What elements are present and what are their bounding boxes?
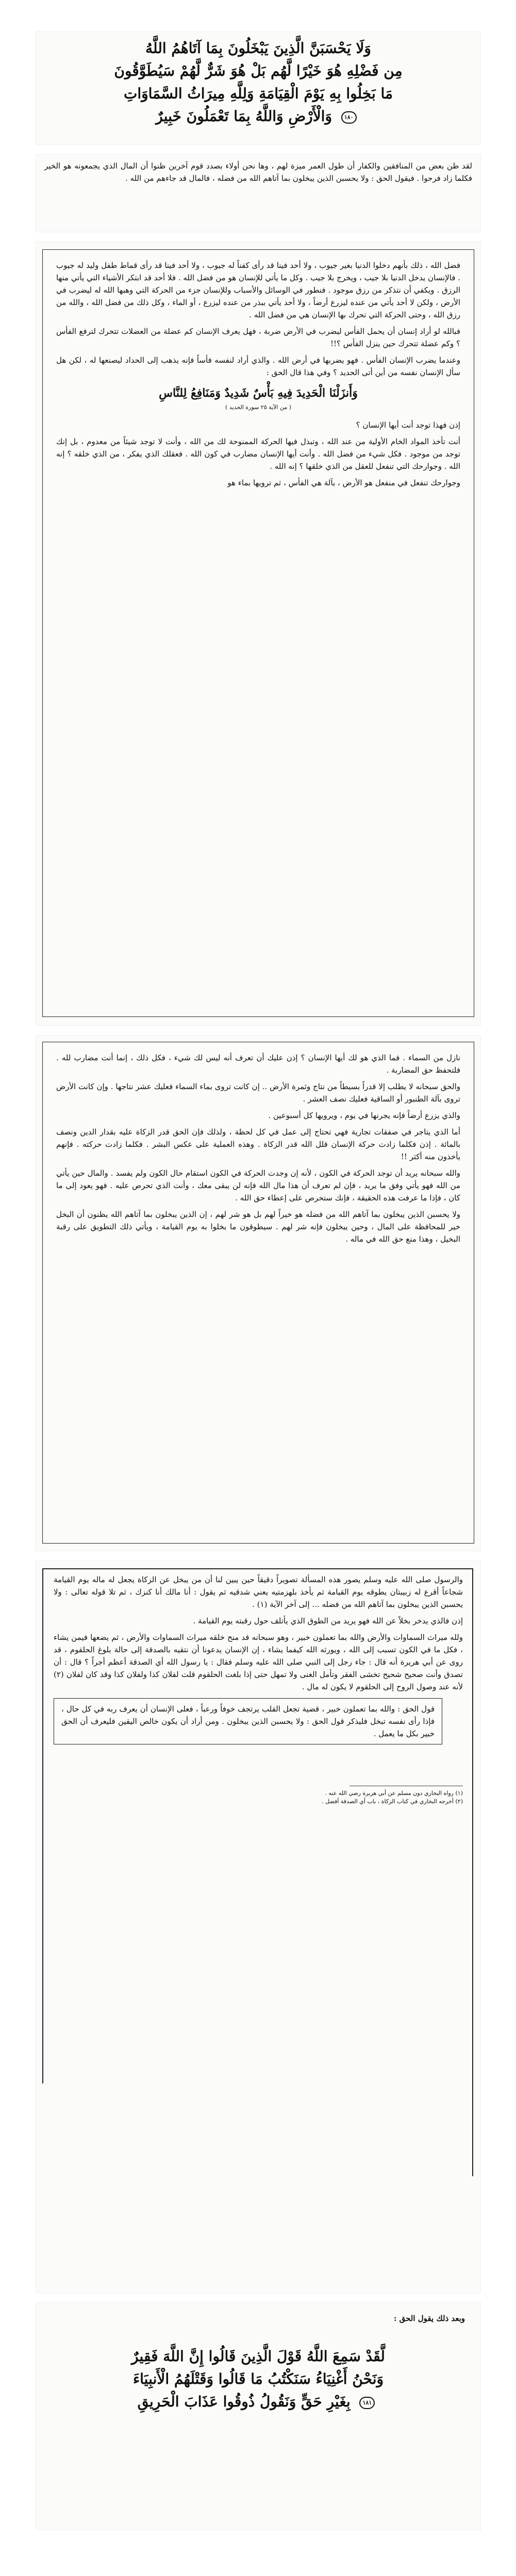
top-banner-scan — [36, 32, 480, 144]
page-2-paragraph-2: فبالله لو أراد إنسان أن يحمل الفأس ليضرب في الأرض ضربة ، فهل يعرف الإنسان كم عضلة من العضلات تتحرك لترفع الفأس ؟ وكم عضلة تتحرك حين ينزل الفأس ؟!! — [56, 327, 460, 348]
page-3-scan — [36, 1036, 480, 1551]
page-2-paragraph-4: إذن فهذا توجد أنت أيها الإنسان ؟ — [356, 420, 460, 430]
page-4-paragraph-1: والرسول صلى الله عليه وسلم يصور هذه المسألة تصويراً دقيقاً حين يبين لنا أن من يبخل عن الزكاة يجعل له ماله يوم القيامة شجاعاً أقرع له زبيبتان يطوقه يوم القيامة ثم يأخذ بلهزمتيه يعني شدقيه ثم يقول : أنا مالك أنا كنزك ، ثم تلا قوله تعالى : ولا يحسبن الذين يبخلون بما آتاهم الله من فضله ... إلى آخر الآية (١) . — [54, 1575, 463, 1609]
page-4-scan — [36, 1561, 480, 2293]
intro-scan — [36, 155, 480, 232]
page-3-paragraph-3: والذي يزرع أرضاً فإنه يجرنها في يوم ، ويرويها كل أسبوعين . — [268, 1111, 460, 1120]
hadid-verse-reference: ( من الآية ٢٥ سورة الحديد ) — [225, 404, 292, 411]
page-3-paragraph-2: والحق سبحانه لا يطلب إلا قدراً بسيطاً من نتاج وثمرة الأرض .. إن كانت تروى بماء السماء فعليك عشر نتاجها . وإن كانت الأرض تروى بآلة الطنبور أو الساقية فعليك نصف العشر . — [56, 1082, 460, 1104]
banner-verse-line-3: مَا بَخِلُوا بِهِ يَوْمَ الْقِيَامَةِ وَلِلَّهِ مِيرَاثُ السَّمَاوَاتِ — [123, 85, 393, 102]
banner-verse-line-4 — [48, 105, 468, 128]
page-3-paragraph-5: والله سبحانه يريد أن توجد الحركة في الكون ، لأنه إن وجدت الحركة في الكون استقام حال الكون ولم يفسد . والمال حين يأتي من الله فهو يأتي وفق ما يريد ، فإن لم تعرف أن هذا مال الله فإنه لن يبقى معك ، وأنت الذي تحرص عليه . فهو يعود إلى ما كان ، فإذا ما عرفت هذه الحقيقة ، فإنك ستحرص على إعطاء حق الله . — [56, 1168, 460, 1202]
banner-verse-line-2: مِن فَضْلِهِ هُوَ خَيْرًا لَّهُم بَلْ هُوَ شَرٌّ لَّهُمْ سَيُطَوَّقُونَ — [114, 62, 403, 79]
closing-verse-line-2: وَنَحْنُ أَغْنِيَاءُ سَنَكْتُبُ مَا قَالُوا وَقَتْلَهُمُ الْأَنبِيَاءَ — [132, 2370, 384, 2387]
frame-left-line — [42, 1568, 43, 2083]
page-3-frame — [42, 1042, 474, 1544]
page-4-paragraph-3: ولله ميراث السماوات والأرض والله بما تعملون خبير ، وهو سبحانه قد منح خلقه ميراث السماوات والأرض ، ثم يضعها فيمن يشاء ، فكل ما في الكون تسبب إلى الله ، ويورثه الله كيفما يشاء ، إن الإنسان يدعونا أن نتقيه بالصدقة إلى حالة بلوغ الحلقوم ، قد روى عن أبي هريرة أنه قال : جاء رجل إلى النبي صلى الله عليه وسلم فقال : يا رسول الله أي الصدقة أعظم أجراً ؟ قال : أن تصدق وأنت صحيح شحيح تخشى الفقر وتأمل الغنى ولا تمهل حتى إذا بلغت الحلقوم قلت لفلان كذا ولفلان كذا وقد كان لفلان (٢) لأنه عند وصول الروح إلى الحلقوم لا يكون له مال . — [54, 1633, 463, 1691]
verse-number-marker-icon: ١٨٠ — [341, 111, 357, 124]
footnote-1: (١) رواه البخاري دون مسلم عن أبي هريرة رضي الله عنه . — [325, 1790, 463, 1797]
closing-intro: وبعد ذلك يقول الحق : — [393, 2314, 465, 2323]
closing-verse-line-1: لَّقَدْ سَمِعَ اللَّهُ قَوْلَ الَّذِينَ قَالُوا إِنَّ اللَّهَ فَقِيرٌ — [131, 2348, 385, 2365]
page-3-paragraph-4: أما الذي يتاجر في صفقات تجارية فهي تحتاج إلى عمل في كل لحظة ، ولذلك فإن الحق قدر الزكاة عليه بقدار الدين ونصف بالمائة . إذن فكلما زادت حركة الإنسان قلل الله قدر الزكاة . وهذه العملية على عكس البشر . فكلما زادت حركته . فإنهم يأخذون منه أكثر !! — [56, 1127, 460, 1161]
page-4-paragraph-4: قول الحق : والله بما تعملون خبير ، قضية تجعل القلب يرتجف خوفاً ورعباً ، فعلى الإنسان أن يعرف ربه في كل حال ، فإذا رأى نفسه تبخل فليذكر قول الحق : ولا يحسبن الذين يبخلون . ومن أراد أن يكون خالص اليقين فليعرف أن الحق خبير بكل ما يعمل . — [61, 1704, 435, 1738]
page-2-paragraph-1: فضل الله ، ذلك بأنهم دخلوا الدنيا بغير جيوب ، ولا أحد فينا قد رأى كفناً له جيوب ، ولا أحد فينا قد رأى قماط طفل وليد له جيوب . فالإنسان يدخل الدنيا بلا جيب ، ويخرج بلا جيب . وكل ما يأتي للإنسان هو من فضل الله . فلا أحد قد ابتكر الأشياء التي يأتي منها الرزق . ويكفي أن نتذكر من رزق موجود . فنطور في الوسائل والأسباب وللإنسان جزء من الحركة التي وهبها الله له ليضرب في الأرض ، ولكن لا أحد يأتي من عنده ليزرع أرضاً ، ولا أحد يأتي ببذر من عنده ليزرع ، أو الماء ، وكل ذلك من فضل الله ، والله من رزق الله ، وحتى الحركة التي تحرك بها الإنسان هي من فضل الله . — [56, 261, 460, 319]
page-3-paragraph-1: نازل من السماء . فما الذي هو لك أيها الإنسان ؟ إذن عليك أن تعرف أنه ليس لك شيء ، فكل ذلك ، إنما أنت مضارب لله . فلتحفظ حق المضاربة . — [56, 1053, 460, 1075]
banner-verse-line-4-text: وَالْأَرْضِ وَاللَّهُ بِمَا تَعْمَلُونَ خَبِيرٌ — [156, 108, 332, 125]
banner-verse-line-1: وَلَا يَحْسَبَنَّ الَّذِينَ يَبْخَلُونَ بِمَا آتَاهُمُ اللَّهُ — [145, 40, 371, 57]
page-2-scan — [36, 242, 480, 1025]
hadid-verse: وَأَنزَلْنَا الْحَدِيدَ فِيهِ بَأْسٌ شَدِيدٌ وَمَنَافِعُ لِلنَّاسِ — [159, 386, 358, 400]
page-4-paragraph-2: إذن فالذي يدخر بخلاً عن الله فهو يريد من الطوق الذي يأتلف حول رقبته يوم القيامة . — [193, 1616, 463, 1625]
frame-right-line — [472, 1568, 473, 2176]
closing-verse-line-3 — [57, 2391, 460, 2413]
page-3-paragraph-6: ولا يحسبن الذين يبخلون بما آتاهم الله من فضله هو خيراً لهم بل هو شر لهم ، إن الذين يبخلون بما آتاهم الله يظنون أن البخل خير للمحافظة على المال ، وحين يبخلون فإنه شر لهم . سيطوقون ما بخلوا به يوم القيامة ، ويأتي ذلك التطويق على رقبة البخيل ، وهذا منع حق الله في ماله . — [56, 1210, 460, 1244]
closing-verse-line-3-text: بِغَيْرِ حَقٍّ وَنَقُولُ ذُوقُوا عَذَابَ الْحَرِيقِ — [137, 2393, 351, 2410]
page-2-frame — [42, 249, 474, 1017]
verse-number-marker-icon: ١٨١ — [359, 2397, 375, 2409]
page-2-paragraph-3: وعندما يضرب الإنسان الفأس . فهو يضربها في أرض الله . والذي أراد لنفسه فأساً فإنه يذهب إلى الحداد ليصنعها له ، لكن هل سأل الإنسان نفسه من أين أتى الحديد ؟ وفي هذا قال الحق : — [56, 355, 460, 377]
page-2-paragraph-6: وجوارحك تنفعل في منفعل هو الأرض ، بآلة هي الفأس ، ثم ترويها بماء هو — [227, 478, 460, 487]
page-2-paragraph-5: أنت تأخذ المواد الخام الأولية من عند الله ، وتبذل فيها الحركة الممنوحة لك من الله ، وأنت لا توجد شيئاً من معدوم ، بل إنك توجد من موجود . فكل شيء من فضل الله . وأنت أيها الإنسان مضارب في كون الله . فعقلك الذي يفكر ، من الذي خلقه ؟ إنه الله . وجوارحك التي تنفعل للعقل من الذي خلقها ؟ إنه الله . — [56, 437, 460, 471]
footnote-2: (٢) أخرجه البخاري في كتاب الزكاة ، باب أي الصدقة أفضل . — [322, 1798, 463, 1805]
closing-scan — [36, 2303, 480, 2530]
frame-top-line — [42, 1568, 473, 1569]
inner-quote-box — [54, 1698, 442, 1744]
intro-paragraph: لقد ظن بعض من المنافقين والكفار أن طول العمر ميزة لهم ، وها نحن أولاء بصدد قوم آخرين ظنوا أن المال الذي يجمعونه هو الخير فكلما زاد فرحوا . فيقول الحق : ولا يحسبن الذين يبخلون بما آتاهم الله من فضله ، فالمال قد جاءهم من الله . — [44, 161, 472, 183]
